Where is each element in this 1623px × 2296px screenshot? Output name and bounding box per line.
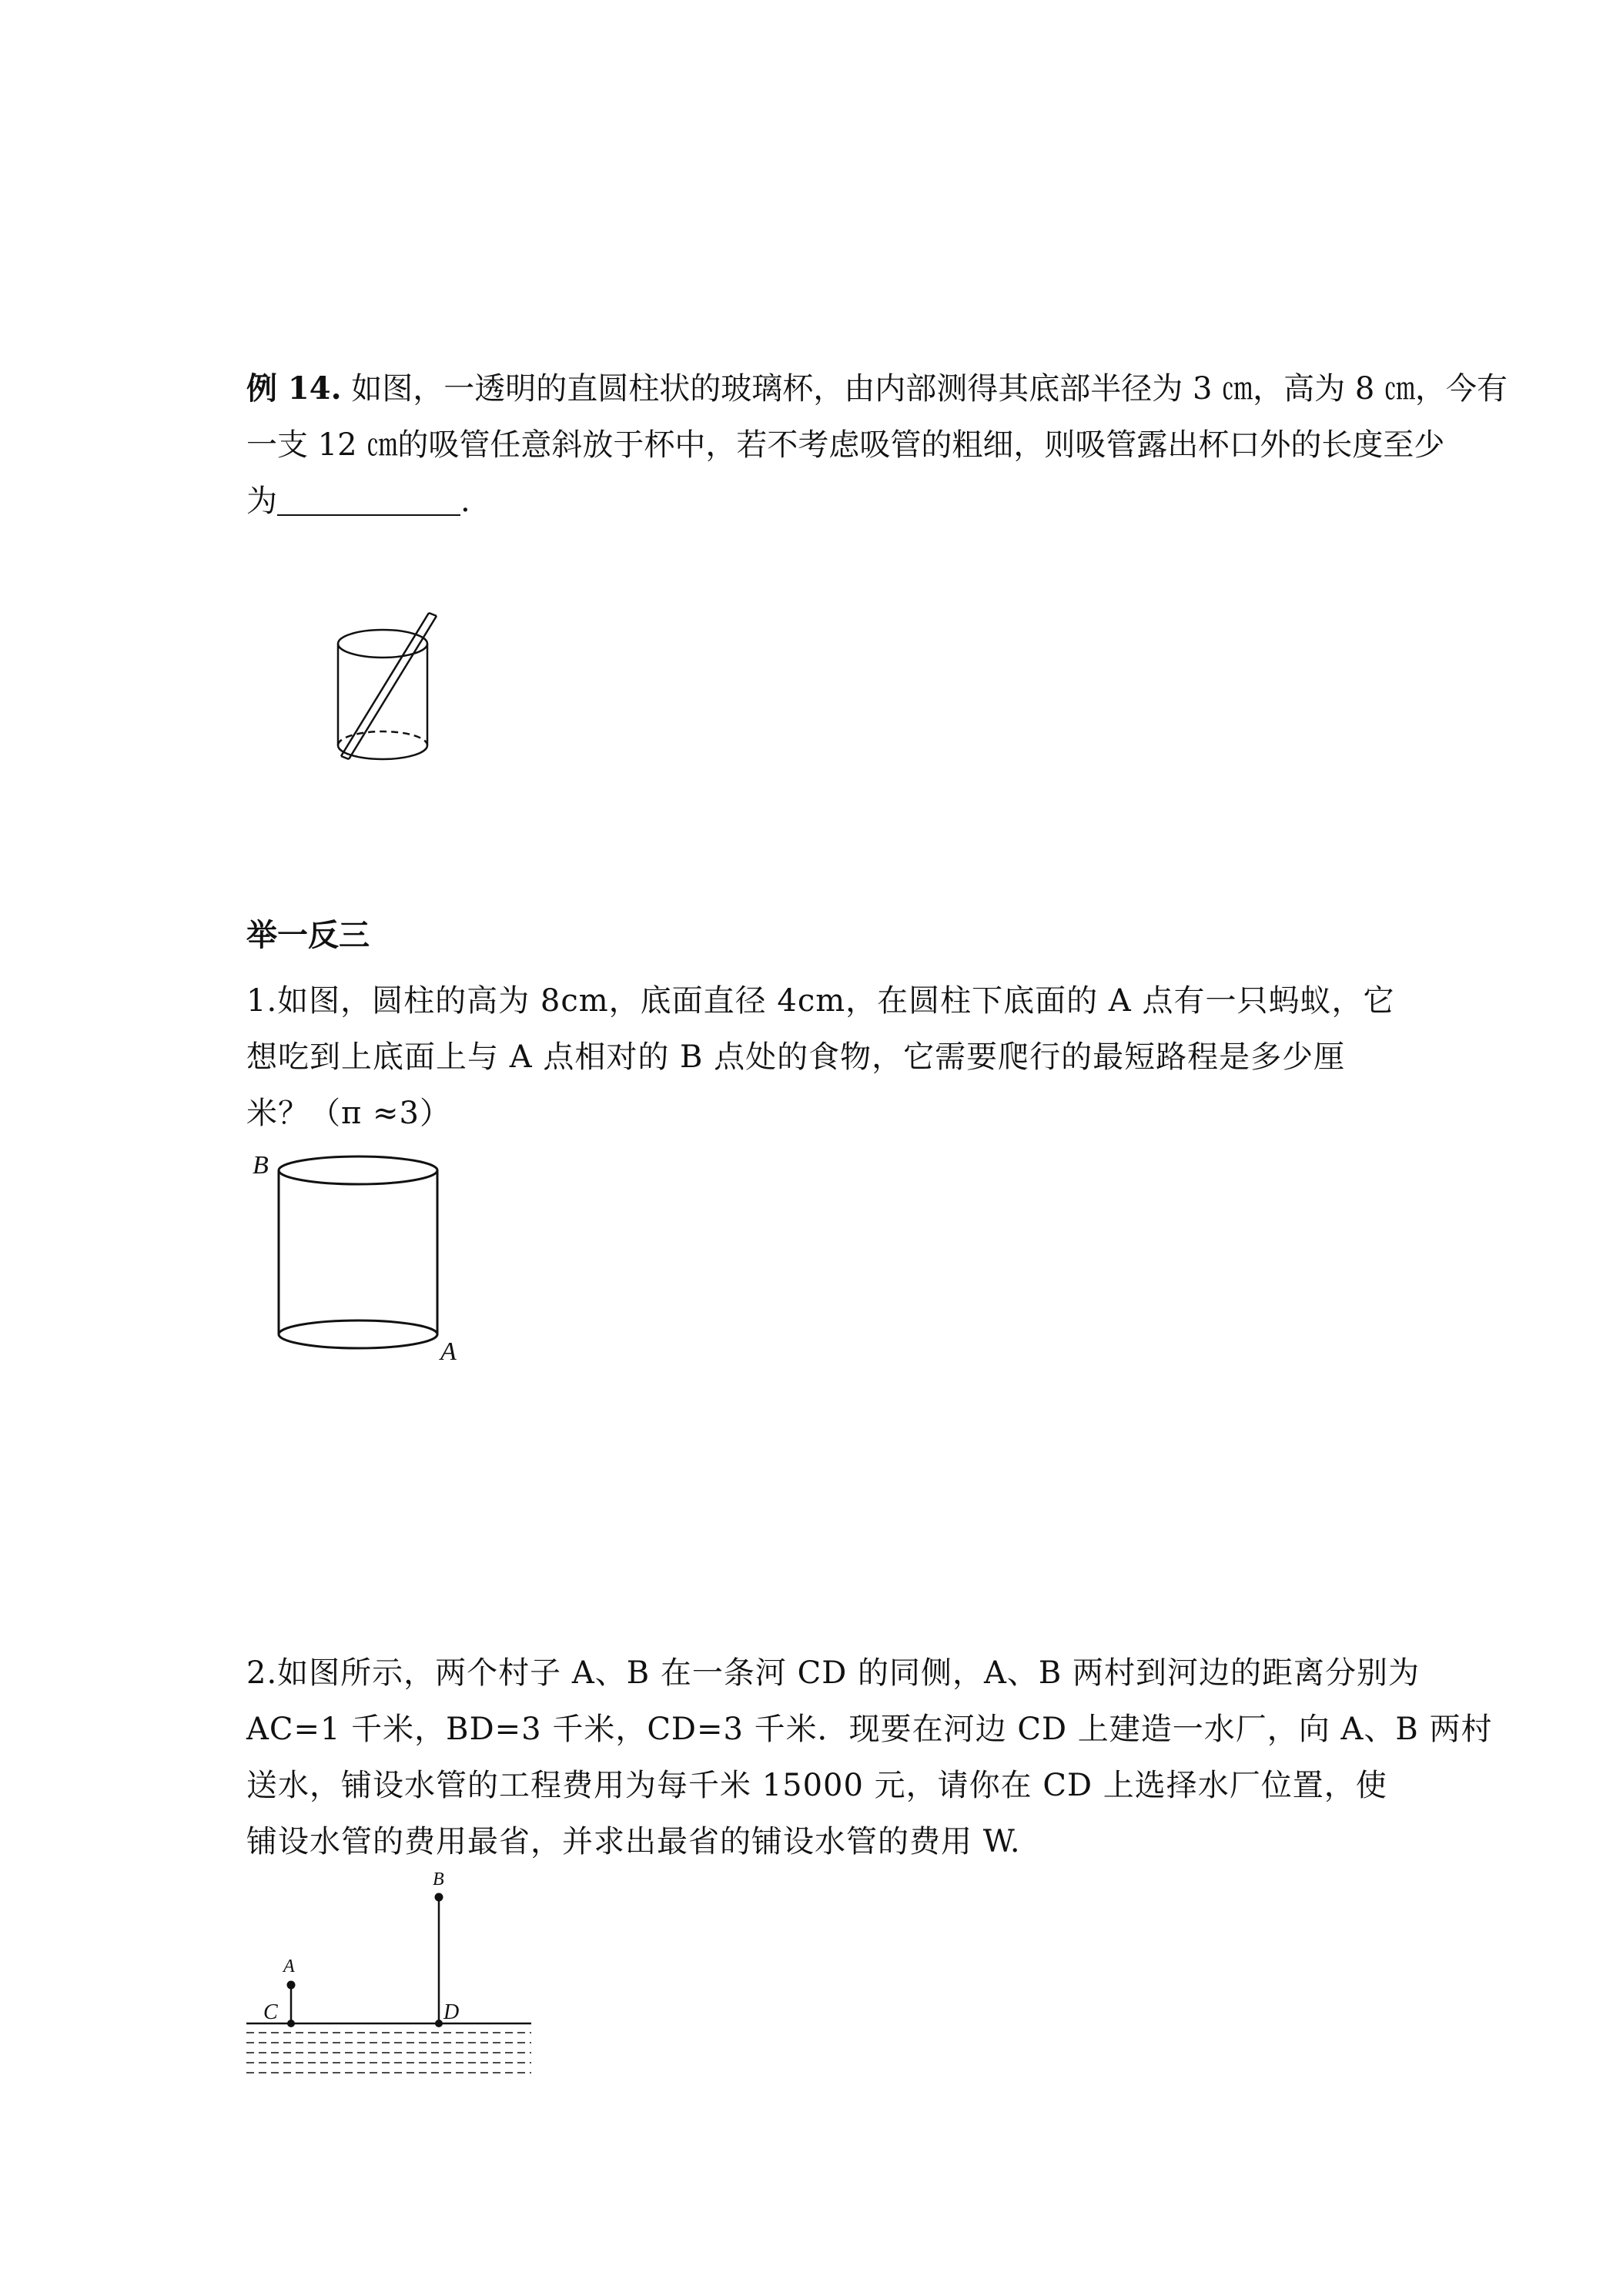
point-b-label: B — [253, 1151, 269, 1180]
point-c — [287, 2020, 295, 2027]
example14-line1: 例 14. 如图，一透明的直圆柱状的玻璃杯，由内部测得其底部半径为 3 ㎝，高为 8 ㎝，今有 — [246, 370, 1508, 407]
village-a-point — [287, 1981, 296, 1990]
problem2-line3: 送水，铺设水管的工程费用为每千米 15000 元，请你在 CD 上选择水厂位置，使 — [246, 1768, 1387, 1803]
section-heading: 举一反三 — [246, 918, 370, 953]
problem1-line1: 1.如图，圆柱的高为 8cm，底面直径 4cm，在圆柱下底面的 A 点有一只蚂蚁，它 — [246, 983, 1395, 1019]
label-c: C — [263, 2000, 278, 2024]
example14-text — [246, 360, 1508, 530]
glass-with-straw-figure — [320, 608, 474, 778]
village-b-point — [435, 1893, 443, 1902]
problem2-text — [246, 1645, 1493, 1870]
river-villages-figure — [245, 1859, 537, 2083]
label-a: A — [283, 1956, 295, 1976]
problem1-text — [246, 973, 1401, 1142]
answer-blank[interactable] — [277, 480, 460, 516]
example14-line3: 为 . — [246, 474, 1401, 530]
problem2-line2: AC=1 千米，BD=3 千米，CD=3 千米．现要在河边 CD 上建造一水厂，向 A、B 两村 — [246, 1712, 1493, 1747]
example14-line2: 一支 12 ㎝的吸管任意斜放于杯中，若不考虑吸管的粗细，则吸管露出杯口外的长度至少 — [246, 427, 1445, 463]
problem1-line2: 想吃到上底面上与 A 点相对的 B 点处的食物，它需要爬行的最短路程是多少厘 — [246, 1039, 1346, 1075]
problem2-line1: 2.如图所示，两个村子 A、B 在一条河 CD 的同侧，A、B 两村到河边的距离分别为 — [246, 1655, 1420, 1691]
point-d — [435, 2020, 443, 2027]
label-b: B — [433, 1869, 444, 1889]
label-d: D — [443, 2000, 460, 2024]
point-a-label: A — [440, 1337, 457, 1366]
problem2-line4: 铺设水管的费用最省，并求出最省的铺设水管的费用 W. — [246, 1824, 1021, 1859]
cylinder-figure — [246, 1147, 477, 1371]
example14-label: 例 14. — [246, 370, 342, 407]
problem1-line3: 米？（π ≈3） — [246, 1096, 451, 1131]
